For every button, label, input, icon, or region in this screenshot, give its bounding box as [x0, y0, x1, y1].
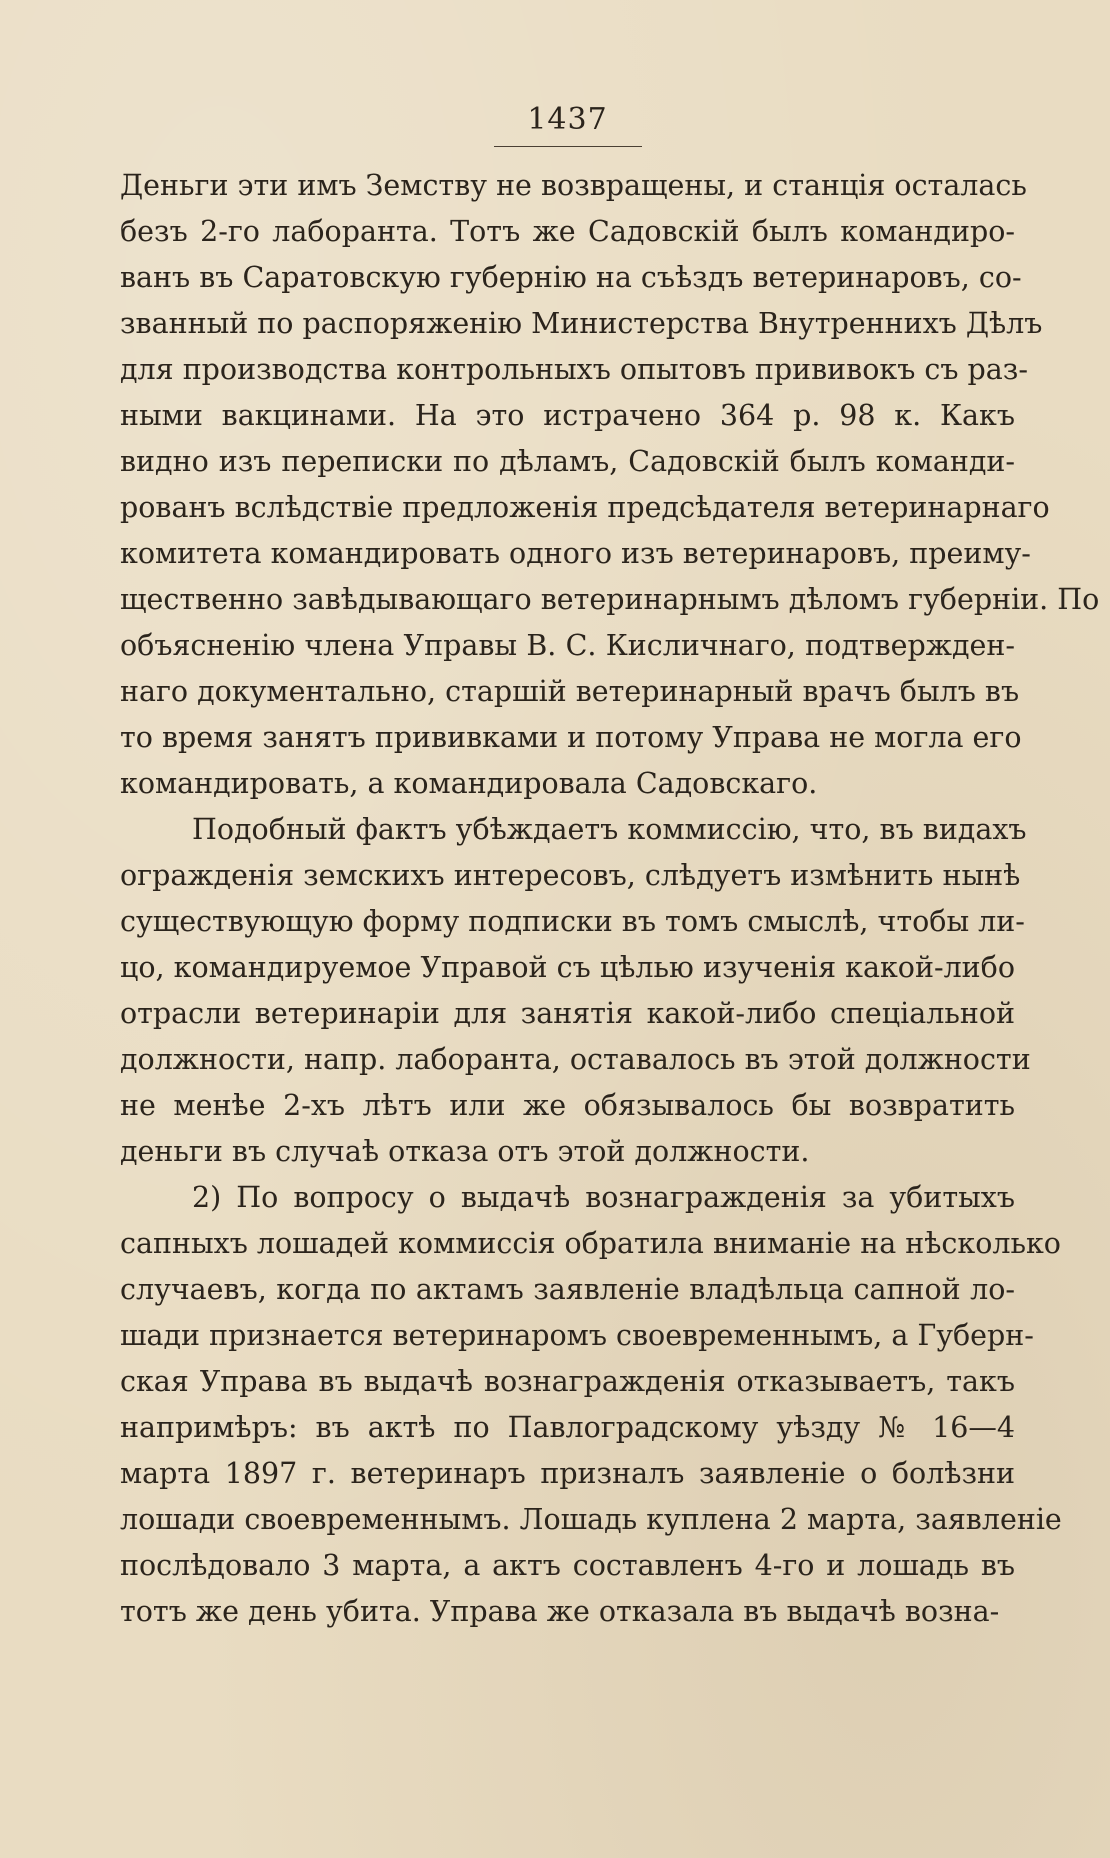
text-line: лошади своевременнымъ. Лошадь куплена 2 марта, заявленіе — [120, 1503, 1062, 1536]
body-text — [120, 163, 1100, 1635]
text-line: послѣдовало 3 марта, а актъ составленъ 4-го и лошадь въ — [120, 1549, 1015, 1582]
text-line: для производства контрольныхъ опытовъ прививокъ съ раз- — [120, 353, 1028, 386]
paragraph — [120, 163, 1100, 807]
text-line: объясненію члена Управы В. С. Кисличнаго, подтвержден- — [120, 629, 1015, 662]
text-line: тотъ же день убита. Управа же отказала въ выдачѣ возна- — [120, 1595, 1000, 1628]
text-line: ванъ въ Саратовскую губернію на съѣздъ ветеринаровъ, со- — [120, 261, 1022, 294]
text-line: отрасли ветеринаріи для занятія какой-либо спеціальной — [120, 997, 1015, 1030]
text-line: не менѣе 2-хъ лѣтъ или же обязывалось бы возвратить — [120, 1089, 1015, 1122]
text-line: марта 1897 г. ветеринаръ призналъ заявленіе о болѣзни — [120, 1457, 1015, 1490]
text-line: комитета командировать одного изъ ветеринаровъ, преиму- — [120, 537, 1031, 570]
text-line: видно изъ переписки по дѣламъ, Садовскій былъ команди- — [120, 445, 1015, 478]
text-line: Деньги эти имъ Земству не возвращены, и станція осталась — [120, 169, 1027, 202]
text-line: напримѣръ: въ актѣ по Павлоградскому уѣзду № 16—4 — [120, 1411, 1015, 1444]
text-line: званный по распоряженію Министерства Внутреннихъ Дѣлъ — [120, 307, 1043, 340]
text-line: деньги въ случаѣ отказа отъ этой должности. — [120, 1135, 810, 1168]
text-line: шади признается ветеринаромъ своевременнымъ, а Губерн- — [120, 1319, 1034, 1352]
text-line: цо, командируемое Управой съ цѣлью изученія какой-либо — [120, 951, 1015, 984]
text-line: Подобный фактъ убѣждаетъ коммиссію, что, въ видахъ — [192, 813, 1027, 846]
text-line: существующую форму подписки въ томъ смыслѣ, чтобы ли- — [120, 905, 1025, 938]
text-line: огражденія земскихъ интересовъ, слѣдуетъ измѣнить нынѣ — [120, 859, 1021, 892]
text-line: то время занятъ прививками и потому Управа не могла его — [120, 721, 1022, 754]
page-number-rule — [494, 146, 642, 147]
text-line: наго документально, старшій ветеринарный врачъ былъ въ — [120, 675, 1020, 708]
text-line: сапныхъ лошадей коммиссія обратила вниманіе на нѣсколько — [120, 1227, 1061, 1260]
text-line: должности, напр. лаборанта, оставалось въ этой должности — [120, 1043, 1031, 1076]
text-line: рованъ вслѣдствіе предложенія предсѣдателя ветеринарнаго — [120, 491, 1050, 524]
text-line: безъ 2-го лаборанта. Тотъ же Садовскій былъ командиро- — [120, 215, 1015, 248]
text-line: 2) По вопросу о выдачѣ вознагражденія за убитыхъ — [192, 1181, 1015, 1214]
text-line: ская Управа въ выдачѣ вознагражденія отказываетъ, такъ — [120, 1365, 1015, 1398]
text-line: ными вакцинами. На это истрачено 364 р. 98 к. Какъ — [120, 399, 1015, 432]
text-line: командировать, а командировала Садовскаго. — [120, 767, 818, 800]
text-line: случаевъ, когда по актамъ заявленіе владѣльца сапной ло- — [120, 1273, 1015, 1306]
paragraph — [120, 807, 1031, 1175]
paragraph — [120, 1175, 1062, 1635]
page-number: 1437 — [527, 102, 608, 137]
text-line: щественно завѣдывающаго ветеринарнымъ дѣломъ губерніи. По — [120, 583, 1100, 616]
